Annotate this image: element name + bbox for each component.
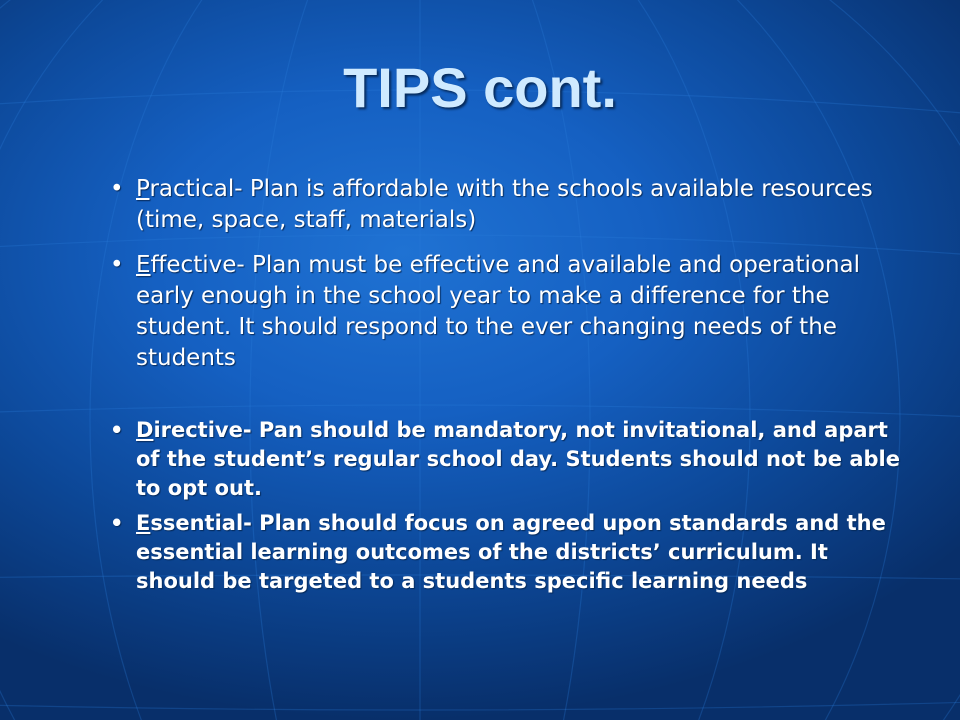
tip-text: ractical- Plan is affordable with the schools available resources (time, space, staff, materials) — [136, 176, 873, 233]
tip-text: ffective- Plan must be effective and available and operational early enough in the school year to make a difference for the student. It should respond to the ever changing needs of the students — [136, 252, 861, 371]
bullet-icon: • — [110, 418, 124, 442]
tip-directive — [108, 416, 908, 503]
tip-essential — [108, 509, 908, 596]
bullet-icon: • — [110, 511, 124, 535]
tip-text: irective- Pan should be mandatory, not invitational, and apart of the student’s regular school day. Students should not be able to opt out. — [136, 418, 900, 500]
tip-text: ssential- Plan should focus on agreed upon standards and the essential learning outcomes of the districts’ curriculum. It should be targeted to a students specific learning needs — [136, 511, 886, 593]
bullet-icon: • — [110, 176, 124, 202]
bullet-icon: • — [110, 252, 124, 278]
tips-list-bold — [108, 416, 908, 602]
tip-initial: E — [136, 511, 151, 535]
slide-title: TIPS cont. — [343, 56, 617, 119]
tips-list-regular — [108, 174, 908, 388]
tip-initial: P — [136, 176, 150, 202]
tip-practical — [108, 174, 908, 236]
tip-initial: D — [136, 418, 154, 442]
tip-initial: E — [136, 252, 151, 278]
tip-effective — [108, 250, 908, 374]
